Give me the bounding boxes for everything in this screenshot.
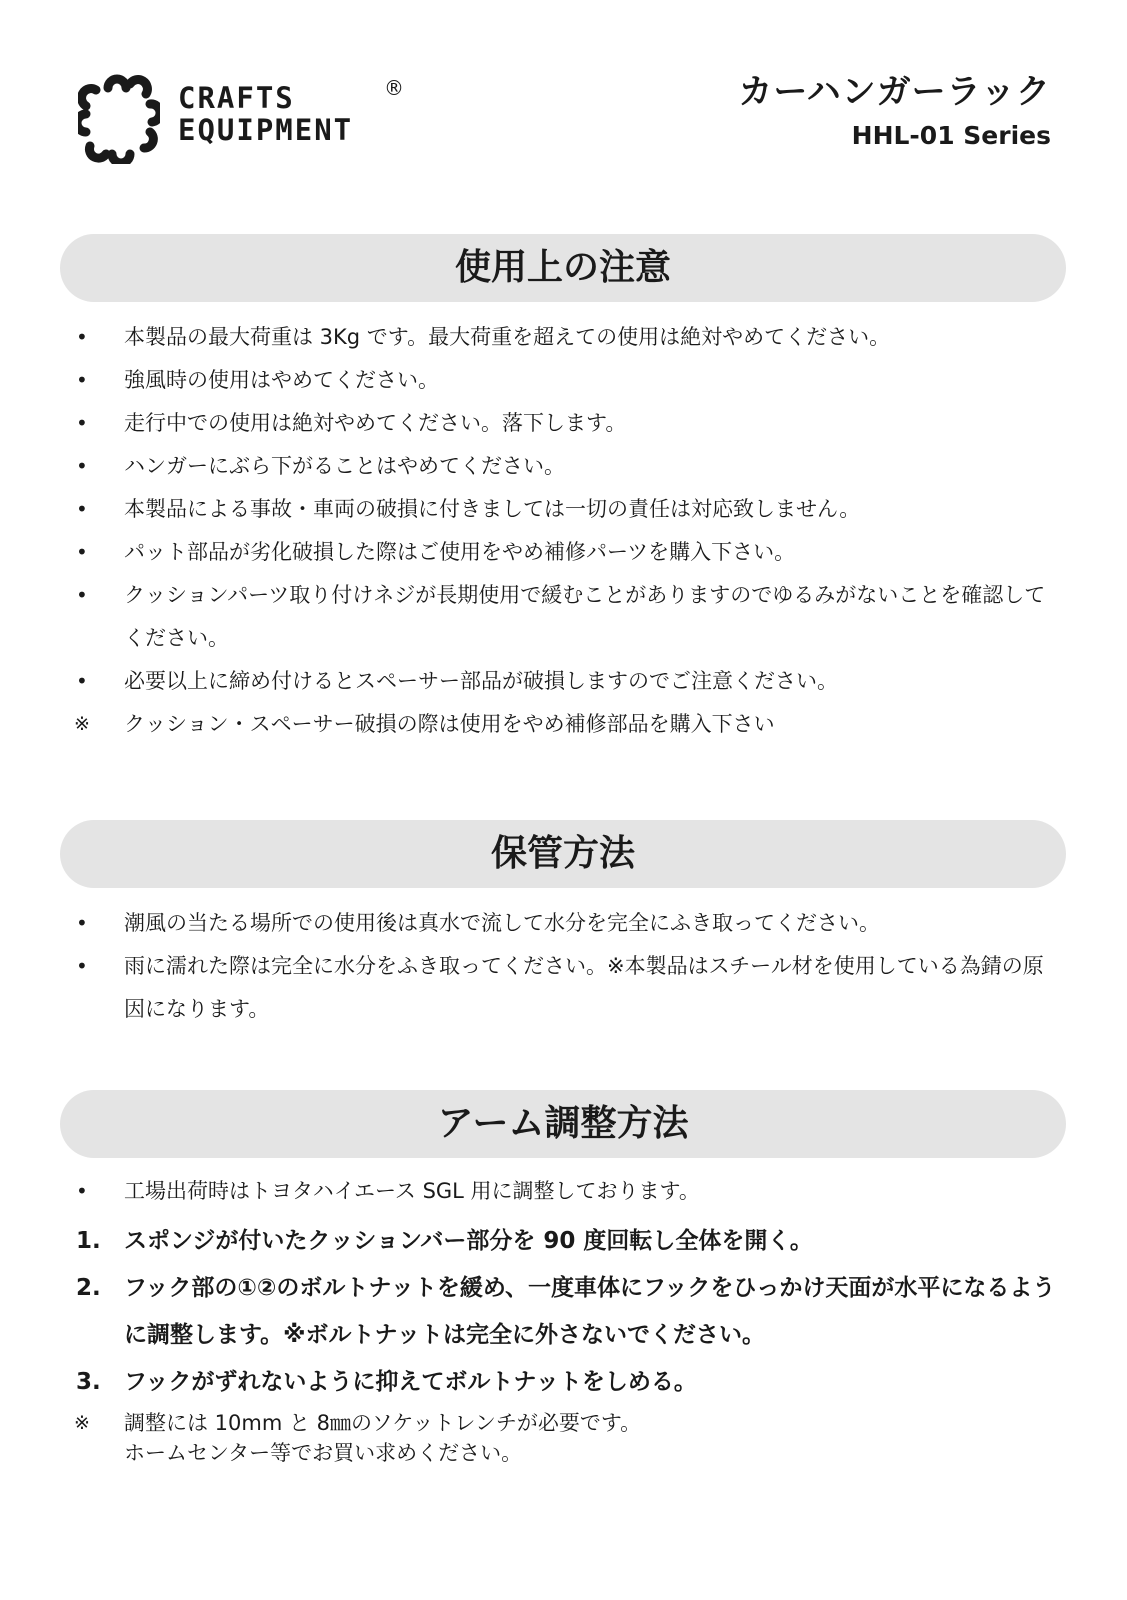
bullet-marker: • <box>76 583 88 607</box>
brand-logo <box>78 74 438 166</box>
list-item <box>72 488 1062 531</box>
list-item-text: 走行中での使用は絶対やめてください。落下します。 <box>124 411 627 435</box>
arm-adjustment-steps <box>72 1218 1062 1406</box>
step-text: フック部の①②のボルトナットを緩め、一度車体にフックをひっかけ天面が水平になるように調整します。※ボルトナットは完全に外さないでください。 <box>124 1275 1056 1348</box>
bullet-marker: • <box>76 911 88 935</box>
brand-name-line2: EQUIPMENT <box>178 113 354 147</box>
arm-adjustment-note <box>72 1408 1062 1468</box>
step-number: 3. <box>76 1369 101 1395</box>
list-item-text: 必要以上に締め付けるとスペーサー部品が破損しますのでご注意ください。 <box>124 669 838 693</box>
step-item <box>72 1265 1062 1359</box>
note-marker: ※ <box>74 713 90 735</box>
bullet-marker: • <box>76 540 88 564</box>
step-number: 1. <box>76 1228 101 1254</box>
list-item <box>72 316 1062 359</box>
list-item <box>72 531 1062 574</box>
list-item <box>72 359 1062 402</box>
list-item <box>72 902 1062 945</box>
note-line2: ホームセンター等でお買い求めください。 <box>124 1441 523 1465</box>
section-title-usage-precautions: 使用上の注意 <box>60 234 1066 302</box>
list-item-text: 本製品の最大荷重は 3Kg です。最大荷重を超えての使用は絶対やめてください。 <box>124 325 891 349</box>
bullet-marker: • <box>76 669 88 693</box>
registered-mark: ® <box>384 76 404 100</box>
list-item-text: 強風時の使用はやめてください。 <box>124 368 439 392</box>
step-text: フックがずれないように抑えてボルトナットをしめる。 <box>124 1369 697 1395</box>
list-item <box>72 402 1062 445</box>
list-item-text: パット部品が劣化破損した際はご使用をやめ補修パーツを購入下さい。 <box>124 540 796 564</box>
list-item <box>72 703 1062 746</box>
brand-name-line1: CRAFTS <box>178 81 295 115</box>
brand-name <box>178 82 353 146</box>
bullet-marker: • <box>76 954 88 978</box>
bullet-marker: • <box>76 1179 88 1203</box>
list-item <box>72 574 1062 660</box>
note-item <box>72 1408 1062 1468</box>
section-title-storage-method: 保管方法 <box>60 820 1066 888</box>
step-text: スポンジが付いたクッションバー部分を 90 度回転し全体を開く。 <box>124 1228 813 1254</box>
storage-method-list <box>72 902 1062 1031</box>
list-item-text: 雨に濡れた際は完全に水分をふき取ってください。※本製品はスチール材を使用している為錆の原因になります。 <box>124 954 1044 1021</box>
bullet-marker: • <box>76 497 88 521</box>
bullet-marker: • <box>76 454 88 478</box>
brand-logo-icon <box>78 74 160 164</box>
usage-precautions-list <box>72 316 1062 746</box>
bullet-marker: • <box>76 325 88 349</box>
list-item <box>72 445 1062 488</box>
section-title-arm-adjustment: アーム調整方法 <box>60 1090 1066 1158</box>
arm-adjustment-intro <box>72 1170 1062 1213</box>
step-item <box>72 1218 1062 1265</box>
list-item-text: 本製品による事故・車両の破損に付きましては一切の責任は対応致しません。 <box>124 497 861 521</box>
product-heading <box>738 70 1051 154</box>
note-line1: 調整には 10mm と 8㎜のソケットレンチが必要です。 <box>124 1411 642 1435</box>
bullet-marker: • <box>76 411 88 435</box>
step-item <box>72 1359 1062 1406</box>
list-item-text: クッション・スペーサー破損の際は使用をやめ補修部品を購入下さい <box>124 712 775 736</box>
list-item-text: ハンガーにぶら下がることはやめてください。 <box>124 454 565 478</box>
list-item <box>72 945 1062 1031</box>
list-item <box>72 660 1062 703</box>
list-item-text: クッションパーツ取り付けネジが長期使用で緩むことがありますのでゆるみがないことを確認してください。 <box>124 583 1046 650</box>
list-item <box>72 1170 1062 1213</box>
list-item-text: 潮風の当たる場所での使用後は真水で流して水分を完全にふき取ってください。 <box>124 911 880 935</box>
product-name: カーハンガーラック <box>738 72 1051 112</box>
bullet-marker: • <box>76 368 88 392</box>
note-marker: ※ <box>74 1412 90 1434</box>
step-number: 2. <box>76 1275 101 1301</box>
product-series: HHL-01 Series <box>851 121 1051 150</box>
list-item-text: 工場出荷時はトヨタハイエース SGL 用に調整しております。 <box>124 1179 700 1203</box>
